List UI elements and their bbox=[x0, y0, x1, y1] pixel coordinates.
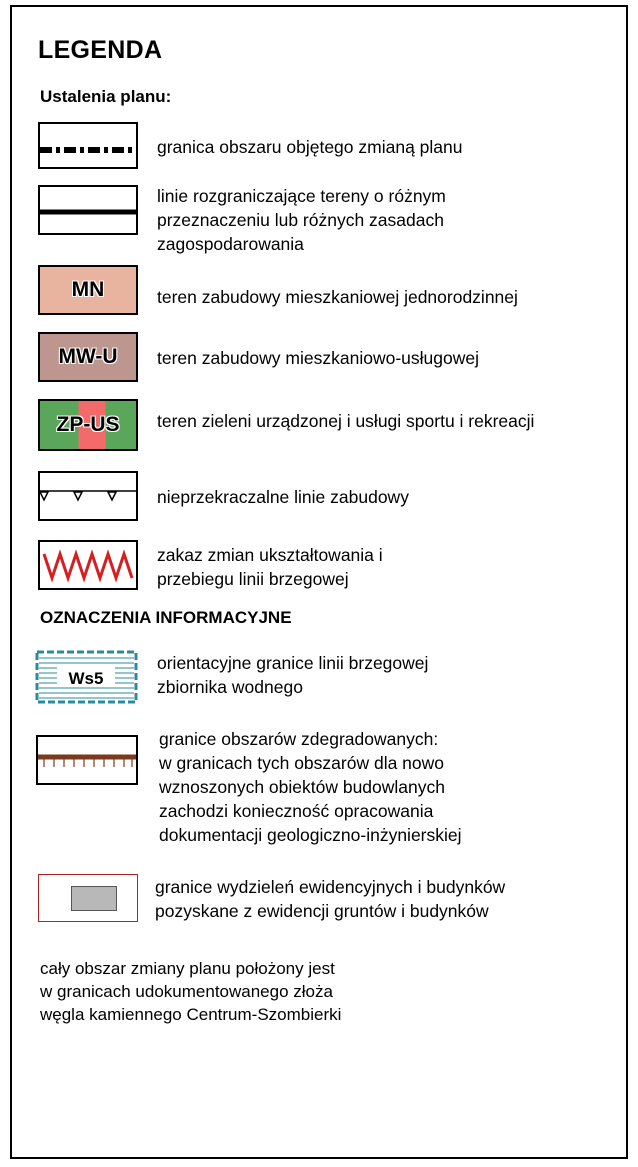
shoreline-ban-symbol bbox=[38, 540, 138, 590]
building-lines-label: nieprzekraczalne linie zabudowy bbox=[157, 487, 409, 507]
water-code: Ws5 bbox=[68, 669, 104, 688]
dividing-solid-line bbox=[40, 187, 136, 233]
parcel-symbol bbox=[38, 874, 138, 922]
shoreline-ban-label: zakaz zmian ukształtowania i przebiegu linii brzegowej bbox=[157, 545, 383, 589]
parcels-label: granice wydzieleń ewidencyjnych i budynków pozyskane z ewidencji gruntów i budynków bbox=[155, 877, 506, 921]
water-boundary-symbol bbox=[35, 650, 138, 704]
boundary-dash-line bbox=[40, 124, 136, 167]
water-label: orientacyjne granice linii brzegowej zbiornika wodnego bbox=[157, 653, 429, 697]
boundary-symbol bbox=[38, 122, 138, 169]
mn-zone-swatch: MN bbox=[38, 265, 138, 315]
section-info-heading: OZNACZENIA INFORMACYJNE bbox=[40, 608, 292, 627]
mwu-label: teren zabudowy mieszkaniowo-usługowej bbox=[157, 348, 479, 368]
building-lines-symbol bbox=[38, 471, 138, 521]
building-shape bbox=[71, 886, 117, 911]
legend-title: LEGENDA bbox=[38, 36, 163, 64]
degraded-line-ticks bbox=[38, 737, 136, 783]
deposit-note: cały obszar zmiany planu położony jest w granicach udokumentowanego złoża węgla kamiennego Centrum-Szombierki bbox=[40, 959, 342, 1024]
degraded-label: granice obszarów zdegradowanych: w granicach tych obszarów dla nowo wznoszonych obiektów budowlanych zachodzi konieczność opracowania dokumentacji geologiczno-inżynierskiej bbox=[159, 729, 462, 845]
zigzag-red-line bbox=[40, 542, 136, 588]
section-plan-heading: Ustalenia planu: bbox=[40, 87, 172, 106]
building-line-triangles bbox=[40, 473, 136, 519]
zpus-zone-swatch: ZP-US bbox=[38, 399, 138, 451]
mwu-zone-swatch: MW-U bbox=[38, 332, 138, 382]
degraded-area-symbol bbox=[36, 735, 138, 785]
mn-label: teren zabudowy mieszkaniowej jednorodzinnej bbox=[157, 287, 518, 307]
dividing-lines-symbol bbox=[38, 185, 138, 235]
dividing-lines-label: linie rozgraniczające tereny o różnym przeznaczeniu lub różnych zasadach zagospodarowania bbox=[157, 186, 446, 254]
boundary-label: granica obszaru objętego zmianą planu bbox=[157, 137, 463, 157]
zpus-label: teren zieleni urządzonej i usługi sportu i rekreacji bbox=[157, 411, 535, 431]
water-hatch bbox=[35, 650, 138, 704]
